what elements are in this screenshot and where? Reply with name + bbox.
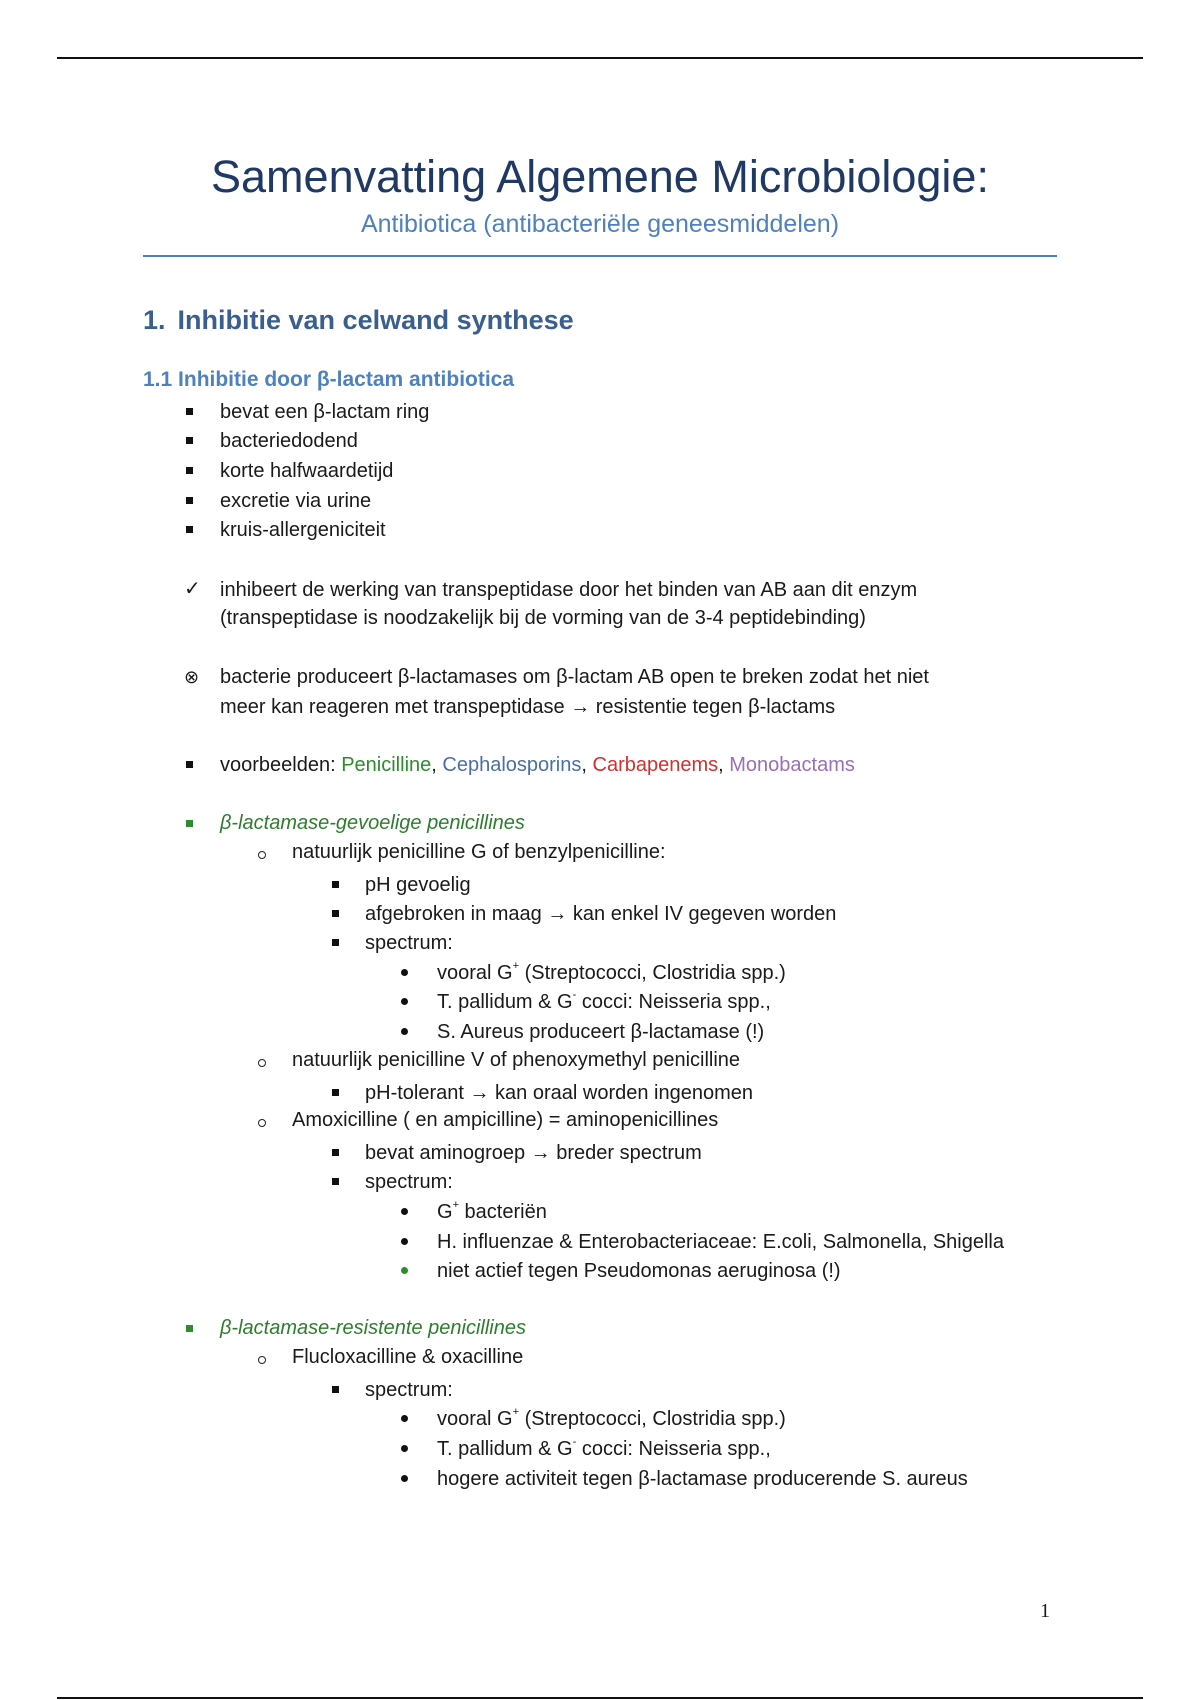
- section-number: 1.: [143, 305, 166, 335]
- footer-rule: [57, 1697, 1143, 1699]
- list-item: [437, 1405, 786, 1433]
- examples-label: voorbeelden:: [220, 754, 342, 776]
- title-block: [143, 148, 1057, 242]
- list-item: niet actief tegen Pseudomonas aeruginosa (!): [437, 1260, 841, 1282]
- list-item: [437, 988, 771, 1016]
- example-cephalosporins: Cephalosporins: [442, 754, 582, 776]
- square-bullet-icon: [186, 408, 193, 415]
- dot-bullet-icon: [401, 1445, 408, 1452]
- text: (Streptococci, Clostridia spp.): [519, 962, 786, 984]
- text: (Streptococci, Clostridia spp.): [519, 1408, 786, 1430]
- square-bullet-icon: [332, 1178, 339, 1185]
- page-subtitle: Antibiotica (antibacteriële geneesmiddelen): [360, 210, 840, 238]
- page-number: 1: [1040, 1600, 1050, 1622]
- section-heading-1: [143, 305, 574, 336]
- green-dot-bullet-icon: [401, 1267, 408, 1274]
- resistant-heading: β-lactamase-resistente penicillines: [220, 1317, 526, 1339]
- dot-bullet-icon: [401, 969, 408, 976]
- sensitive-heading: β-lactamase-gevoelige penicillines: [220, 812, 525, 834]
- resistance-line-2: meer kan reageren met transpeptidase → resistentie tegen β-lactams: [220, 696, 836, 718]
- list-item: S. Aureus produceert β-lactamase (!): [437, 1021, 765, 1043]
- square-bullet-icon: [332, 1149, 339, 1156]
- dot-bullet-icon: [401, 1238, 408, 1245]
- square-bullet-icon: [186, 526, 193, 533]
- superscript: -: [572, 1436, 577, 1448]
- examples-line: voorbeelden: Penicilline, Cephalosporins, Carbapenems, Monobactams: [220, 754, 855, 776]
- square-bullet-icon: [186, 497, 193, 504]
- list-item: spectrum:: [365, 1171, 453, 1193]
- dot-bullet-icon: [401, 1475, 408, 1482]
- circle-bullet-icon: [258, 851, 266, 859]
- text: G: [437, 1201, 453, 1223]
- list-item: pH-tolerant → kan oraal worden ingenomen: [365, 1082, 753, 1104]
- list-item: korte halfwaardetijd: [220, 460, 394, 482]
- list-item: [437, 1435, 771, 1463]
- list-item: pH gevoelig: [365, 874, 471, 896]
- list-item: excretie via urine: [220, 490, 372, 512]
- text: cocci: Neisseria spp.,: [576, 991, 771, 1013]
- checkmark-icon: ✓: [184, 578, 201, 600]
- square-bullet-icon: [332, 910, 339, 917]
- dot-bullet-icon: [401, 1415, 408, 1422]
- list-item: Amoxicilline ( en ampicilline) = aminopenicillines: [292, 1109, 719, 1131]
- list-item: afgebroken in maag → kan enkel IV gegeven worden: [365, 903, 837, 925]
- page-title: Samenvatting Algemene Microbiologie:: [211, 151, 989, 202]
- subsection-heading-1-1: 1.1 Inhibitie door β-lactam antibiotica: [143, 368, 515, 391]
- list-item: bacteriedodend: [220, 430, 358, 452]
- list-item: H. influenzae & Enterobacteriaceae: E.coli, Salmonella, Shigella: [437, 1231, 1004, 1253]
- square-bullet-icon: [186, 761, 193, 768]
- text: cocci: Neisseria spp.,: [576, 1438, 771, 1460]
- square-bullet-icon: [332, 1386, 339, 1393]
- list-item: bevat een β-lactam ring: [220, 401, 430, 423]
- green-bullet-icon: [186, 820, 193, 827]
- circle-bullet-icon: [258, 1059, 266, 1067]
- superscript: +: [512, 960, 520, 972]
- square-bullet-icon: [332, 939, 339, 946]
- list-item: [437, 959, 786, 987]
- section-title: Inhibitie van celwand synthese: [177, 305, 574, 335]
- square-bullet-icon: [186, 467, 193, 474]
- circle-bullet-icon: [258, 1356, 266, 1364]
- square-bullet-icon: [332, 1089, 339, 1096]
- header-rule: [57, 57, 1143, 59]
- circled-times-icon: ⊗: [184, 667, 200, 687]
- list-item: spectrum:: [365, 1379, 453, 1401]
- text: vooral G: [437, 1408, 513, 1430]
- list-item: Flucloxacilline & oxacilline: [292, 1346, 524, 1368]
- text: T. pallidum & G: [437, 1438, 573, 1460]
- superscript: +: [452, 1199, 459, 1211]
- title-underline: [143, 255, 1057, 257]
- list-item: natuurlijk penicilline V of phenoxymethyl penicilline: [292, 1049, 741, 1071]
- list-item: spectrum:: [365, 932, 453, 954]
- text: T. pallidum & G: [437, 991, 573, 1013]
- green-bullet-icon: [186, 1325, 193, 1332]
- mechanism-line-1: inhibeert de werking van transpeptidase door het binden van AB aan dit enzym: [220, 579, 918, 601]
- square-bullet-icon: [186, 437, 193, 444]
- superscript: +: [512, 1406, 520, 1418]
- dot-bullet-icon: [401, 1208, 408, 1215]
- text: bacteriën: [459, 1201, 547, 1223]
- list-item: kruis-allergeniciteit: [220, 519, 386, 541]
- list-item: hogere activiteit tegen β-lactamase producerende S. aureus: [437, 1468, 968, 1490]
- example-carbapenems: Carbapenems: [592, 754, 719, 776]
- square-bullet-icon: [332, 881, 339, 888]
- mechanism-line-2: (transpeptidase is noodzakelijk bij de vorming van de 3-4 peptidebinding): [220, 607, 866, 629]
- list-item: natuurlijk penicilline G of benzylpenicilline:: [292, 841, 666, 863]
- resistance-line-1: bacterie produceert β-lactamases om β-lactam AB open te breken zodat het niet: [220, 666, 929, 688]
- dot-bullet-icon: [401, 1028, 408, 1035]
- circle-bullet-icon: [258, 1119, 266, 1127]
- list-item: [437, 1198, 547, 1226]
- text: vooral G: [437, 962, 513, 984]
- example-monobactams: Monobactams: [729, 754, 855, 776]
- list-item: bevat aminogroep → breder spectrum: [365, 1142, 702, 1164]
- superscript: -: [572, 989, 577, 1001]
- example-penicilline: Penicilline: [341, 754, 432, 776]
- dot-bullet-icon: [401, 998, 408, 1005]
